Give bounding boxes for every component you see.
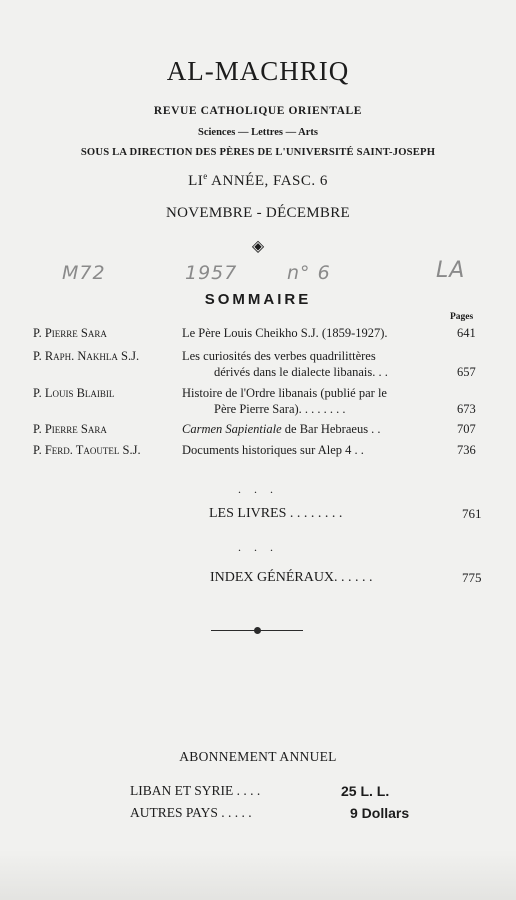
- handwritten-note-4: LA: [436, 258, 466, 283]
- toc-title-2-line2: dérivés dans le dialecte libanais. . .: [214, 365, 388, 379]
- handwritten-note-2: 1957: [185, 262, 238, 284]
- journal-direction: SOUS LA DIRECTION DES PÈRES DE L'UNIVERSITÉ SAINT-JOSEPH: [80, 147, 436, 158]
- toc-title-5: Documents historiques sur Alep 4 . .: [182, 443, 364, 457]
- handwritten-note-1: M72: [62, 262, 106, 284]
- toc-author-5: P. Ferd. Taoutel S.J.: [33, 443, 141, 457]
- journal-subtitle: REVUE CATHOLIQUE ORIENTALE: [153, 105, 363, 117]
- toc-title-4: [182, 422, 381, 437]
- section-separator-1: . . .: [238, 482, 278, 496]
- subscription-price-2: 9 Dollars: [350, 805, 410, 821]
- toc-title-3-line1: Histoire de l'Ordre libanais (publié par le: [182, 386, 387, 400]
- page-edge-shadow: [0, 850, 516, 900]
- toc-page-1: 641: [457, 326, 476, 340]
- toc-author-1: P. Pierre Sara: [33, 326, 107, 340]
- index-section-page: 775: [462, 570, 482, 585]
- sommaire-heading: SOMMAIRE: [204, 291, 312, 308]
- toc-title-2-line1: Les curiosités des verbes quadrilittères: [182, 349, 376, 363]
- year-rest: ANNÉE, FASC. 6: [207, 173, 328, 189]
- subscription-heading: ABONNEMENT ANNUEL: [179, 749, 337, 764]
- decorative-rule-dot-icon: [254, 627, 261, 634]
- toc-page-2: 657: [457, 365, 476, 379]
- toc-title-4-rest: de Bar Hebraeus . .: [281, 422, 381, 436]
- subscription-region-2: AUTRES PAYS . . . . .: [130, 805, 252, 820]
- pages-column-label: Pages: [450, 312, 474, 322]
- journal-fields: Sciences — Lettres — Arts: [198, 127, 318, 138]
- year-fascicle: [0, 171, 516, 190]
- section-separator-2: . . .: [238, 540, 278, 554]
- diamond-ornament-icon: ◈: [251, 238, 265, 255]
- toc-title-4-italic: Carmen Sapientiale: [182, 422, 282, 436]
- handwritten-note-3: n° 6: [287, 262, 331, 284]
- year-superscript: e: [203, 171, 208, 181]
- books-section-page: 761: [462, 506, 482, 521]
- issue-months: NOVEMBRE - DÉCEMBRE: [165, 205, 351, 221]
- toc-author-4: P. Pierre Sara: [33, 422, 107, 436]
- toc-page-4: 707: [457, 422, 476, 436]
- toc-page-3: 673: [457, 402, 476, 416]
- subscription-region-1: LIBAN ET SYRIE . . . .: [130, 783, 261, 798]
- toc-author-3: P. Louis Blaibil: [33, 386, 115, 400]
- journal-title: AL-MACHRIQ: [166, 56, 350, 86]
- subscription-price-1: 25 L. L.: [341, 783, 390, 799]
- toc-title-3-line2: Père Pierre Sara). . . . . . . .: [214, 402, 346, 416]
- books-section-label: LES LIVRES . . . . . . . .: [209, 506, 343, 521]
- toc-title-1: Le Père Louis Cheikho S.J. (1859-1927).: [182, 326, 388, 340]
- toc-author-2: P. Raph. Nakhla S.J.: [33, 349, 140, 363]
- index-section-label: INDEX GÉNÉRAUX. . . . . .: [210, 570, 373, 585]
- year-prefix: LI: [188, 173, 204, 189]
- toc-page-5: 736: [457, 443, 476, 457]
